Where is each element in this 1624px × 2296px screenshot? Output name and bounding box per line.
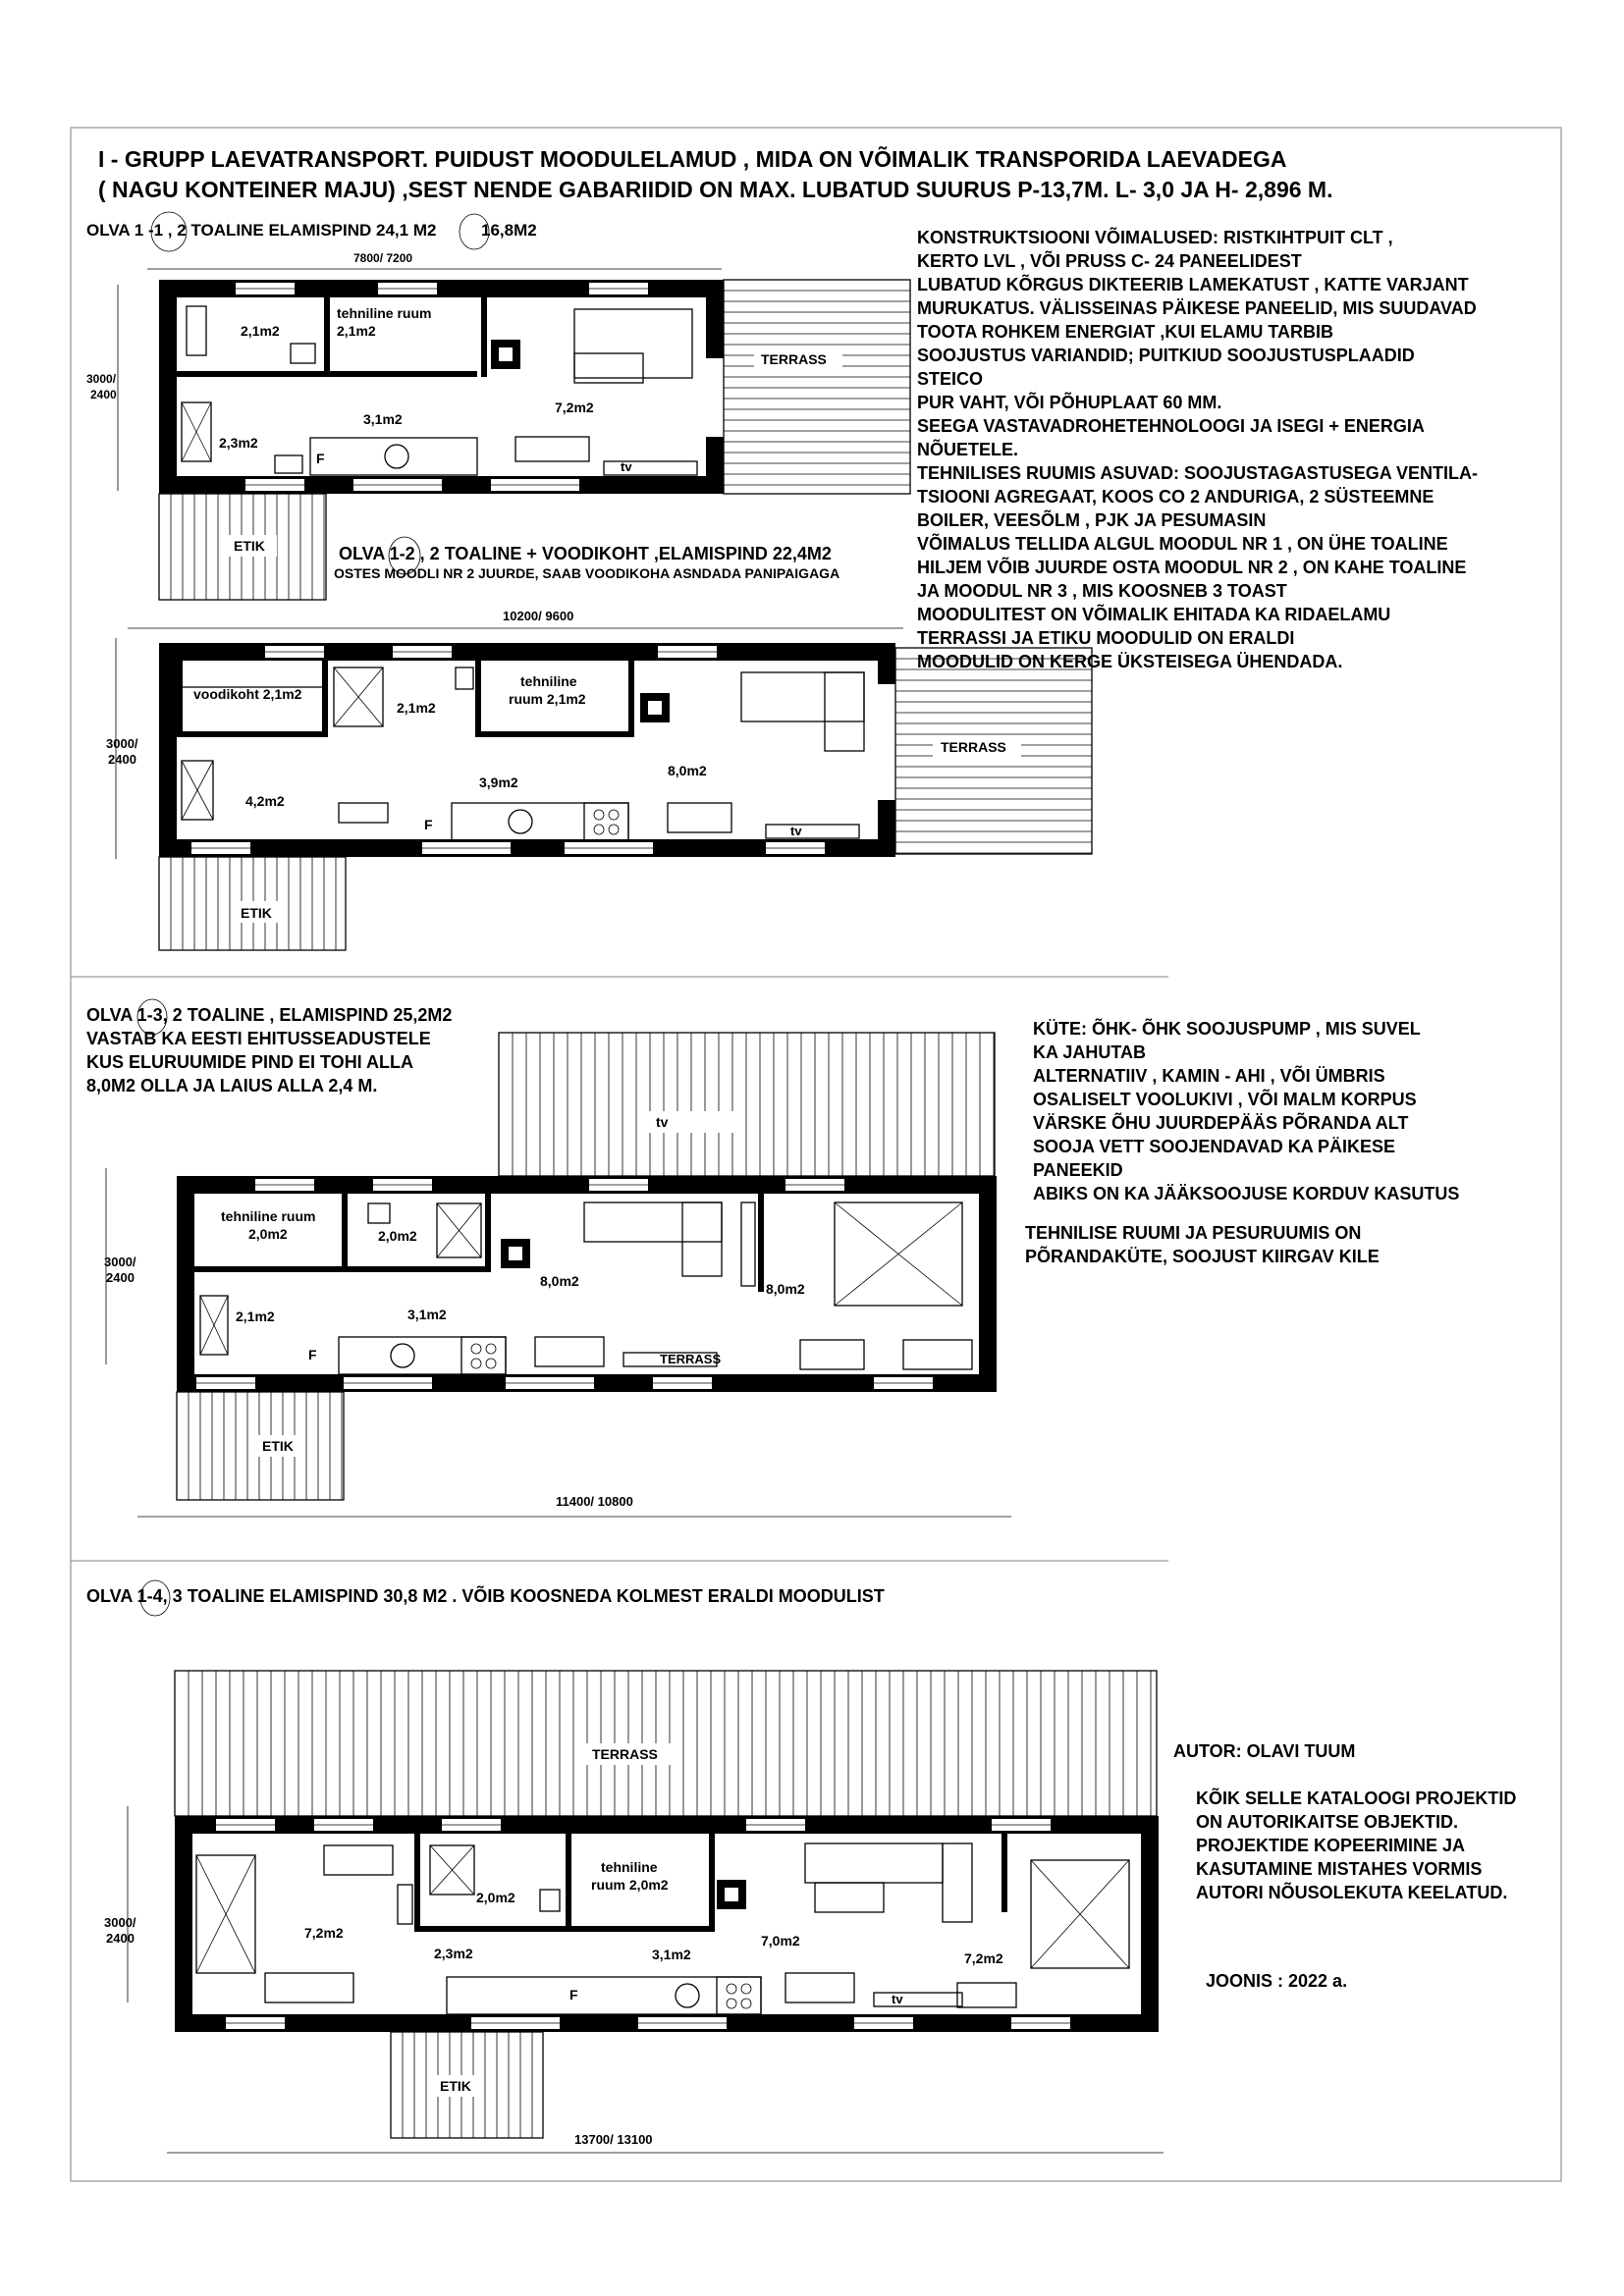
plan4-room-bath: 2,0m2	[476, 1890, 515, 1905]
note-constr-14: HILJEM VÕIB JUURDE OSTA MOODUL NR 2 , ON KAHE TOALINE	[917, 558, 1467, 577]
note-constr-9: NÕUETELE.	[917, 440, 1019, 459]
plan1-room-hall: 2,3m2	[219, 435, 258, 451]
plan2-terrace: TERRASS	[941, 739, 1006, 755]
note-heat-5: SOOJA VETT SOOJENDAVAD KA PÄIKESE	[1033, 1137, 1396, 1156]
plan-olva-1-1	[86, 212, 910, 600]
note-constr-10: TEHNILISES RUUMIS ASUVAD: SOOJUSTAGASTUSEGA VENTILA-	[917, 463, 1479, 483]
plan4-title: OLVA 1-4, 3 TOALINE ELAMISPIND 30,8 M2 . VÕIB KOOSNEDA KOLMEST ERALDI MOODULIST	[86, 1586, 885, 1606]
plan1-room-bath: 2,1m2	[241, 323, 280, 339]
plan2-tv: tv	[790, 824, 802, 838]
plan4-fridge: F	[569, 1987, 578, 2002]
plan2-subtitle: OSTES MOODLI NR 2 JUURDE, SAAB VOODIKOHA ASNDADA PANIPAIGAGA	[334, 565, 840, 581]
plan2-room-bed: voodikoht 2,1m2	[193, 686, 302, 702]
note-constr-7: PUR VAHT, VÕI PÕHUPLAAT 60 MM.	[917, 393, 1222, 412]
plan1-dim-side-2: 2400	[90, 388, 117, 401]
note-constr-11: TSIOONI AGREGAAT, KOOS CO 2 ANDURIGA, 2 SÜSTEEMNE	[917, 487, 1435, 507]
plan1-dim-side-1: 3000/	[86, 372, 117, 386]
plan3-room-bed: 8,0m2	[766, 1281, 805, 1297]
plan4-room-bed-1: 7,2m2	[304, 1925, 344, 1941]
notes-construction	[917, 227, 1478, 671]
plan3-room-hall: 2,1m2	[236, 1308, 275, 1324]
copyright-line-0: KÕIK SELLE KATALOOGI PROJEKTID	[1196, 1789, 1517, 1808]
note-constr-2: LUBATUD KÕRGUS DIKTEERIB LAMEKATUST , KATTE VARJANT	[917, 275, 1469, 294]
plan2-room-bath: 2,1m2	[397, 700, 436, 716]
note-constr-16: MOODULITEST ON VÕIMALIK EHITADA KA RIDAELAMU	[917, 605, 1391, 624]
plan2-room-kitchen: 3,9m2	[479, 774, 518, 790]
plan2-title: OLVA 1-2 , 2 TOALINE + VOODIKOHT ,ELAMISPIND 22,4M2	[339, 544, 832, 563]
plan1-etik: ETIK	[234, 538, 265, 554]
plan4-dim-side-1: 3000/	[104, 1915, 136, 1930]
note-constr-13: VÕIMALUS TELLIDA ALGUL MOODUL NR 1 , ON ÜHE TOALINE	[917, 534, 1448, 554]
plan4-room-tech-area: ruum 2,0m2	[591, 1877, 669, 1893]
plan-olva-1-4	[86, 1580, 1164, 2153]
author-block	[1173, 1741, 1516, 1991]
plan2-room-living: 8,0m2	[668, 763, 707, 778]
plan2-room-tech: tehniline	[520, 673, 577, 689]
notes-heating	[1025, 1018, 1459, 1266]
header-line-2: ( NAGU KONTEINER MAJU) ,SEST NENDE GABARIIDID ON MAX. LUBATUD SUURUS P-13,7M. L- 3,0 JA H- 2,896 M.	[98, 177, 1333, 202]
plan3-room-living: 8,0m2	[540, 1273, 579, 1289]
plan1-title: OLVA 1 -1 , 2 TOALINE ELAMISPIND 24,1 M2	[86, 221, 437, 240]
plan4-room-kitchen: 3,1m2	[652, 1947, 691, 1962]
plan3-fridge: F	[308, 1347, 317, 1362]
plan2-dim-side-2: 2400	[108, 752, 136, 767]
plan-olva-1-3	[86, 999, 1011, 1517]
plan1-terrace: TERRASS	[761, 351, 827, 367]
plan3-title-2: VASTAB KA EESTI EHITUSSEADUSTELE	[86, 1029, 431, 1048]
note-constr-6: STEICO	[917, 369, 984, 389]
note-heat-3: OSALISELT VOOLUKIVI , VÕI MALM KORPUS	[1033, 1090, 1417, 1109]
note-heat-0: KÜTE: ÕHK- ÕHK SOOJUSPUMP , MIS SUVEL	[1033, 1019, 1421, 1039]
plan1-extra-area: 16,8M2	[481, 221, 537, 240]
plan1-room-tech-area: 2,1m2	[337, 323, 376, 339]
plan3-title-4: 8,0M2 OLLA JA LAIUS ALLA 2,4 M.	[86, 1076, 378, 1095]
plan4-room-living: 7,0m2	[761, 1933, 800, 1949]
plan3-dim-bottom: 11400/ 10800	[556, 1494, 633, 1509]
plan1-room-kitchen: 3,1m2	[363, 411, 403, 427]
author-label: AUTOR: OLAVI TUUM	[1173, 1741, 1356, 1761]
header-line-1: I - GRUPP LAEVATRANSPORT. PUIDUST MOODULELAMUD , MIDA ON VÕIMALIK TRANSPORIDA LAEVADEGA	[98, 146, 1287, 172]
plan2-etik: ETIK	[241, 905, 272, 921]
plan4-room-hall: 2,3m2	[434, 1946, 473, 1961]
plan4-dim-bottom: 13700/ 13100	[574, 2132, 653, 2147]
plan2-fridge: F	[424, 817, 433, 832]
plan2-dim-side-1: 3000/	[106, 736, 138, 751]
plan2-room-tech-area: ruum 2,1m2	[509, 691, 586, 707]
plan4-tv: tv	[892, 1992, 903, 2006]
note-floor-0: TEHNILISE RUUMI JA PESURUUMIS ON	[1025, 1223, 1362, 1243]
note-constr-17: TERRASSI JA ETIKU MOODULID ON ERALDI	[917, 628, 1295, 648]
plan1-tv: tv	[621, 459, 632, 474]
plan4-etik: ETIK	[440, 2078, 471, 2094]
plan4-terrace: TERRASS	[592, 1746, 658, 1762]
plan3-room-kitchen: 3,1m2	[407, 1307, 447, 1322]
plan4-room-bed-2: 7,2m2	[964, 1950, 1003, 1966]
note-heat-6: PANEEKID	[1033, 1160, 1123, 1180]
note-constr-15: JA MOODUL NR 3 , MIS KOOSNEB 3 TOAST	[917, 581, 1287, 601]
note-floor-1: PÕRANDAKÜTE, SOOJUST KIIRGAV KILE	[1025, 1247, 1380, 1266]
plan1-fridge: F	[316, 451, 325, 466]
plan1-dim-top: 7800/ 7200	[353, 251, 413, 265]
plan3-tv: TERRASS	[660, 1352, 722, 1366]
copyright-line-3: KASUTAMINE MISTAHES VORMIS	[1196, 1859, 1483, 1879]
plan3-title-3: KUS ELURUUMIDE PIND EI TOHI ALLA	[86, 1052, 414, 1072]
note-heat-2: ALTERNATIIV , KAMIN - AHI , VÕI ÜMBRIS	[1033, 1066, 1385, 1086]
plan3-dim-side-1: 3000/	[104, 1255, 136, 1269]
note-constr-3: MURUKATUS. VÄLISSEINAS PÄIKESE PANEELID, MIS SUUDAVAD	[917, 298, 1477, 318]
plan1-room-tech: tehniline ruum	[337, 305, 432, 321]
plan2-room-hall: 4,2m2	[245, 793, 285, 809]
note-constr-18: MOODULID ON KERGE ÜKSTEISEGA ÜHENDADA.	[917, 652, 1343, 671]
copyright-line-4: AUTORI NÕUSOLEKUTA KEELATUD.	[1196, 1883, 1508, 1902]
note-constr-0: KONSTRUKTSIOONI VÕIMALUSED: RISTKIHTPUIT CLT ,	[917, 228, 1393, 247]
plan3-room-tech: tehniline ruum	[221, 1208, 316, 1224]
note-constr-5: SOOJUSTUS VARIANDID; PUITKIUD SOOJUSTUSPLAADID	[917, 346, 1415, 365]
plan3-dim-side-2: 2400	[106, 1270, 135, 1285]
note-heat-1: KA JAHUTAB	[1033, 1042, 1146, 1062]
note-constr-8: SEEGA VASTAVADROHETEHNOLOOGI JA ISEGI + ENERGIA	[917, 416, 1425, 436]
plan3-room-bath: 2,0m2	[378, 1228, 417, 1244]
note-constr-12: BOILER, VEESÕLM , PJK JA PESUMASIN	[917, 510, 1267, 530]
plan3-terrace: tv	[656, 1114, 669, 1130]
note-constr-4: TOOTA ROHKEM ENERGIAT ,KUI ELAMU TARBIB	[917, 322, 1333, 342]
note-constr-1: KERTO LVL , VÕI PRUSS C- 24 PANEELIDEST	[917, 251, 1302, 271]
plan3-etik: ETIK	[262, 1438, 294, 1454]
copyright-line-1: ON AUTORIKAITSE OBJEKTID.	[1196, 1812, 1459, 1832]
plan1-room-living: 7,2m2	[555, 400, 594, 415]
plan4-room-tech: tehniline	[601, 1859, 658, 1875]
plan3-room-tech-area: 2,0m2	[248, 1226, 288, 1242]
plan4-dim-side-2: 2400	[106, 1931, 135, 1946]
plan3-title-1: OLVA 1-3, 2 TOALINE , ELAMISPIND 25,2M2	[86, 1005, 453, 1025]
note-heat-4: VÄRSKE ÕHU JUURDEPÄÄS PÕRANDA ALT	[1033, 1113, 1409, 1133]
note-heat-7: ABIKS ON KA JÄÄKSOOJUSE KORDUV KASUTUS	[1033, 1184, 1460, 1203]
drawing-date: JOONIS : 2022 a.	[1206, 1971, 1348, 1991]
copyright-line-2: PROJEKTIDE KOPEERIMINE JA	[1196, 1836, 1466, 1855]
plan2-dim-top: 10200/ 9600	[503, 609, 574, 623]
